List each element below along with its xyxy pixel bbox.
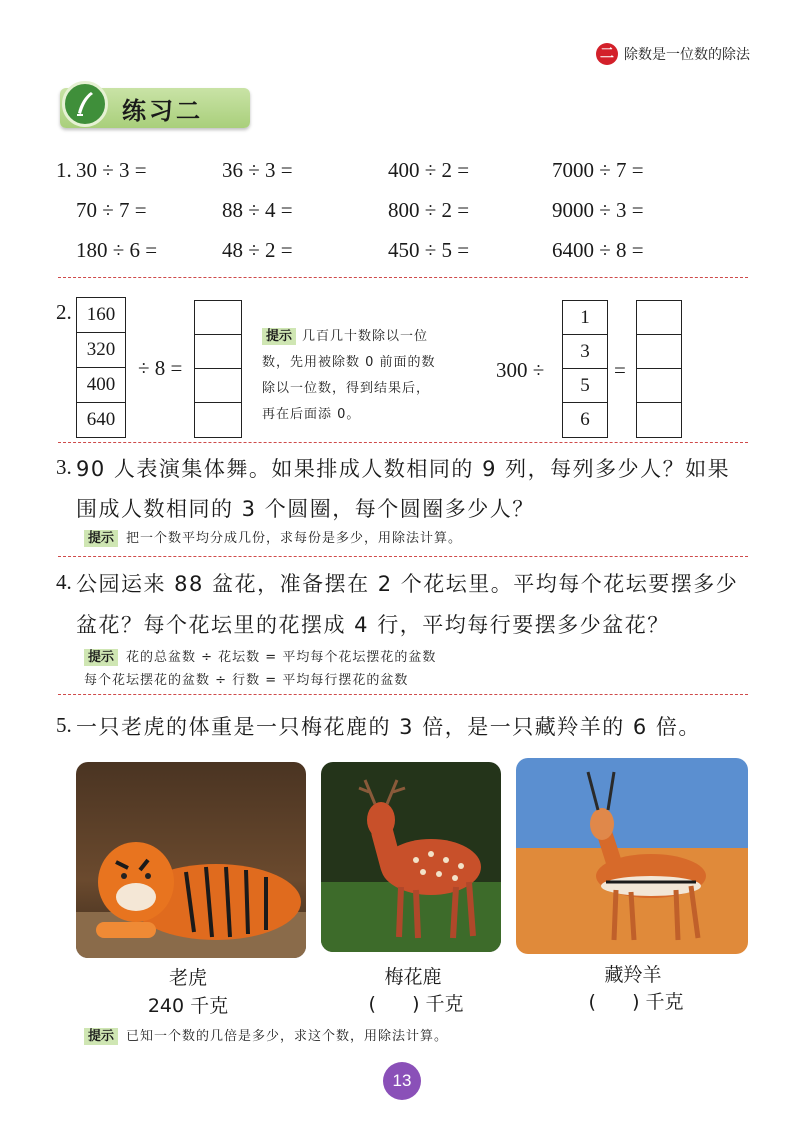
hint-line: 每个花坛摆花的盆数 ÷ 行数 = 平均每行摆花的盆数 — [84, 673, 409, 688]
answer-box[interactable] — [636, 300, 682, 335]
q2-number: 2. — [56, 300, 72, 324]
q1-r3-c1: 180 ÷ 6 = — [76, 238, 158, 262]
hint-line: 数，先用被除数 0 前面的数 — [262, 355, 436, 370]
q2-right-cell: 5 — [562, 368, 608, 403]
q2-left-operator: ÷ 8 = — [138, 356, 183, 380]
q1-r3-c2: 48 ÷ 2 = — [222, 238, 293, 262]
divider — [58, 442, 748, 443]
sika-deer-image — [321, 762, 501, 952]
q5-hint — [84, 1025, 448, 1044]
animal-name: 梅花鹿 — [384, 966, 442, 988]
q2-answer-column-left — [194, 300, 242, 438]
q3-hint — [84, 527, 462, 546]
answer-box[interactable] — [636, 368, 682, 403]
q2-hint — [262, 322, 502, 428]
q1-r1-c2: 36 ÷ 3 = — [222, 158, 293, 182]
hint-text: 已知一个数的几倍是多少，求这个数，用除法计算。 — [126, 1029, 449, 1044]
q4-hint — [84, 646, 436, 665]
q1-r1-c4: 7000 ÷ 7 = — [552, 158, 644, 182]
q3-text-line: 90 人表演集体舞。如果排成人数相同的 9 列，每列多少人？如果 — [76, 457, 731, 481]
q1-r2-c2: 88 ÷ 4 = — [222, 198, 293, 222]
q3-number: 3. — [56, 455, 72, 479]
hint-tag: 提示 — [84, 530, 118, 547]
q4-text-line: 公园运来 88 盆花，准备摆在 2 个花坛里。平均每个花坛要摆多少 — [76, 572, 739, 596]
q1-r2-c4: 9000 ÷ 3 = — [552, 198, 644, 222]
q1-r3-c4: 6400 ÷ 8 = — [552, 238, 644, 262]
answer-box[interactable] — [194, 334, 242, 369]
divider — [58, 277, 748, 278]
divider — [58, 694, 748, 695]
pen-icon — [62, 81, 108, 127]
chapter-title: 除数是一位数的除法 — [624, 47, 750, 63]
hint-line: 再在后面添 0。 — [262, 407, 361, 422]
q2-right-prefix: 300 ÷ — [496, 358, 545, 382]
tiger-image — [76, 762, 306, 958]
animal-weight[interactable]: ( ) 千克 — [588, 991, 684, 1013]
animal-name: 老虎 — [168, 967, 207, 989]
animal-name: 藏羚羊 — [604, 964, 662, 986]
hint-line: 花的总盆数 ÷ 花坛数 = 平均每个花坛摆花的盆数 — [126, 650, 437, 665]
q2-right-cell: 6 — [562, 402, 608, 438]
tibetan-antelope-image — [516, 758, 748, 954]
animal-weight: 240 千克 — [147, 995, 229, 1017]
answer-box[interactable] — [636, 334, 682, 369]
answer-box[interactable] — [194, 402, 242, 438]
q1-r2-c3: 800 ÷ 2 = — [388, 198, 470, 222]
hint-tag: 提示 — [84, 649, 118, 666]
q2-right-cell: 1 — [562, 300, 608, 335]
q2-right-equals: = — [614, 358, 626, 382]
q2-answer-column-right — [636, 300, 682, 438]
q2-left-cell: 160 — [76, 297, 126, 333]
q5-number: 5. — [56, 713, 72, 737]
answer-box[interactable] — [194, 300, 242, 335]
answer-box[interactable] — [194, 368, 242, 403]
answer-box[interactable] — [636, 402, 682, 438]
hint-tag: 提示 — [262, 328, 296, 345]
q3-text-line: 围成人数相同的 3 个圆圈，每个圆圈多少人？ — [76, 497, 535, 521]
page-number: 13 — [383, 1062, 421, 1100]
q1-r1-c1: 30 ÷ 3 = — [76, 158, 147, 182]
q1-number: 1. — [56, 158, 72, 182]
q5-text: 一只老虎的体重是一只梅花鹿的 3 倍，是一只藏羚羊的 6 倍。 — [76, 715, 701, 739]
q4-number: 4. — [56, 570, 72, 594]
q1-r1-c3: 400 ÷ 2 = — [388, 158, 470, 182]
hint-line: 几百几十数除以一位 — [302, 329, 429, 344]
chapter-badge: 二 — [596, 43, 618, 65]
q2-right-column — [562, 300, 608, 438]
q2-left-cell: 640 — [76, 402, 126, 438]
animal-weight[interactable]: ( ) 千克 — [368, 993, 464, 1015]
q4-text-line: 盆花？每个花坛里的花摆成 4 行，平均每行要摆多少盆花？ — [76, 613, 670, 637]
hint-line: 除以一位数，得到结果后， — [262, 381, 431, 396]
q2-right-cell: 3 — [562, 334, 608, 369]
q2-left-cell: 400 — [76, 367, 126, 403]
q2-left-column — [76, 297, 126, 437]
hint-tag: 提示 — [84, 1028, 118, 1045]
q1-r2-c1: 70 ÷ 7 = — [76, 198, 147, 222]
divider — [58, 556, 748, 557]
q2-left-cell: 320 — [76, 332, 126, 368]
hint-text: 把一个数平均分成几份，求每份是多少，用除法计算。 — [126, 531, 463, 546]
section-title: 练习二 — [122, 97, 203, 125]
q1-r3-c3: 450 ÷ 5 = — [388, 238, 470, 262]
